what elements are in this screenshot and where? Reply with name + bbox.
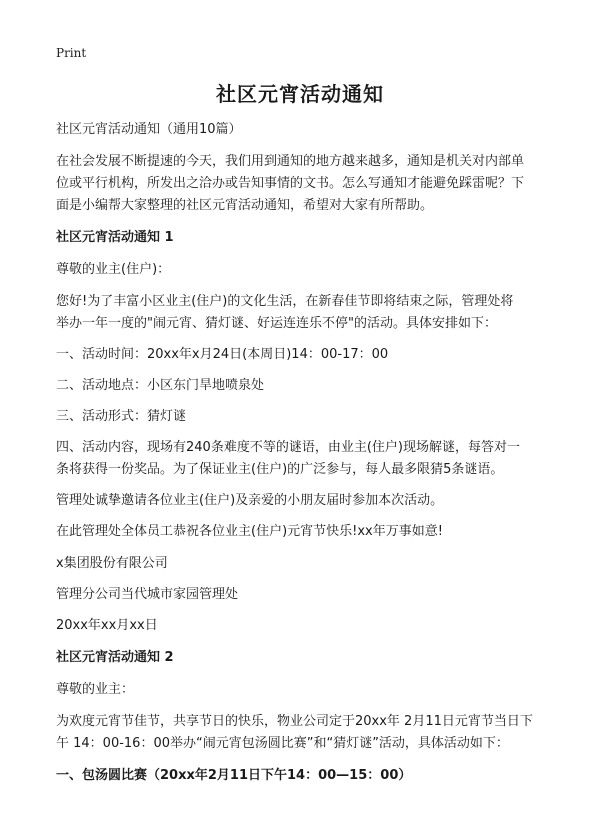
paragraph-line: 条将获得一份奖品。为了保证业主(住户)的广泛参与，每人最多限猜5条谜语。 (56, 462, 504, 477)
wish-text: 在此管理处全体员工恭祝各位业主(住户)元宵节快乐!xx年万事如意! (56, 524, 443, 539)
section-heading: 社区元宵活动通知 1 (56, 230, 174, 245)
paragraph-line: 您好!为了丰富小区业主(住户)的文化生活，在新春佳节即将结束之际，管理处将 (56, 294, 514, 309)
document-title: 社区元宵活动通知 (216, 82, 384, 106)
paragraph-line: 午 14：00-16：00举办“闹元宵包汤圆比赛”和“猜灯谜”活动，具体活动如下： (56, 736, 509, 751)
greeting: 尊敬的业主(住户)： (56, 262, 171, 277)
invitation-text: 管理处诚挚邀请各位业主(住户)及亲爱的小朋友届时参加本次活动。 (56, 493, 444, 508)
activity-form: 三、活动形式：猜灯谜 (56, 409, 187, 424)
branch-name: 管理分公司当代城市家园管理处 (56, 587, 239, 602)
sub-heading: 一、包汤圆比赛（20xx年2月11日下午14：00—15：00） (56, 768, 412, 783)
activity-time: 一、活动时间：20xx年x月24日(本周日)14：00-17：00 (56, 347, 389, 362)
paragraph-line: 为欢度元宵节佳节，共享节日的快乐，物业公司定于20xx年 2月11日元宵节当日下 (56, 714, 533, 729)
intro-line: 位或平行机构，所发出之洽办或告知事情的文书。怎么写通知才能避免踩雷呢？下 (56, 176, 525, 191)
signature-date: 20xx年xx月xx日 (56, 618, 158, 633)
print-link[interactable]: Print (56, 46, 87, 60)
company-name: x集团股份有限公司 (56, 556, 168, 571)
section-heading: 社区元宵活动通知 2 (56, 650, 174, 665)
paragraph-line: 举办一年一度的"闹元宵、猜灯谜、好运连连乐不停"的活动。具体安排如下： (56, 316, 497, 331)
paragraph-line: 四、活动内容，现场有240条难度不等的谜语，由业主(住户)现场解谜，每答对一 (56, 440, 520, 455)
document-subtitle: 社区元宵活动通知（通用10篇） (56, 122, 242, 137)
greeting: 尊敬的业主： (56, 682, 135, 697)
intro-line: 面是小编帮大家整理的社区元宵活动通知，希望对大家有所帮助。 (56, 198, 434, 213)
activity-place: 二、活动地点：小区东门旱地喷泉处 (56, 378, 265, 393)
intro-line: 在社会发展不断提速的今天，我们用到通知的地方越来越多，通知是机关对内部单 (56, 154, 525, 169)
